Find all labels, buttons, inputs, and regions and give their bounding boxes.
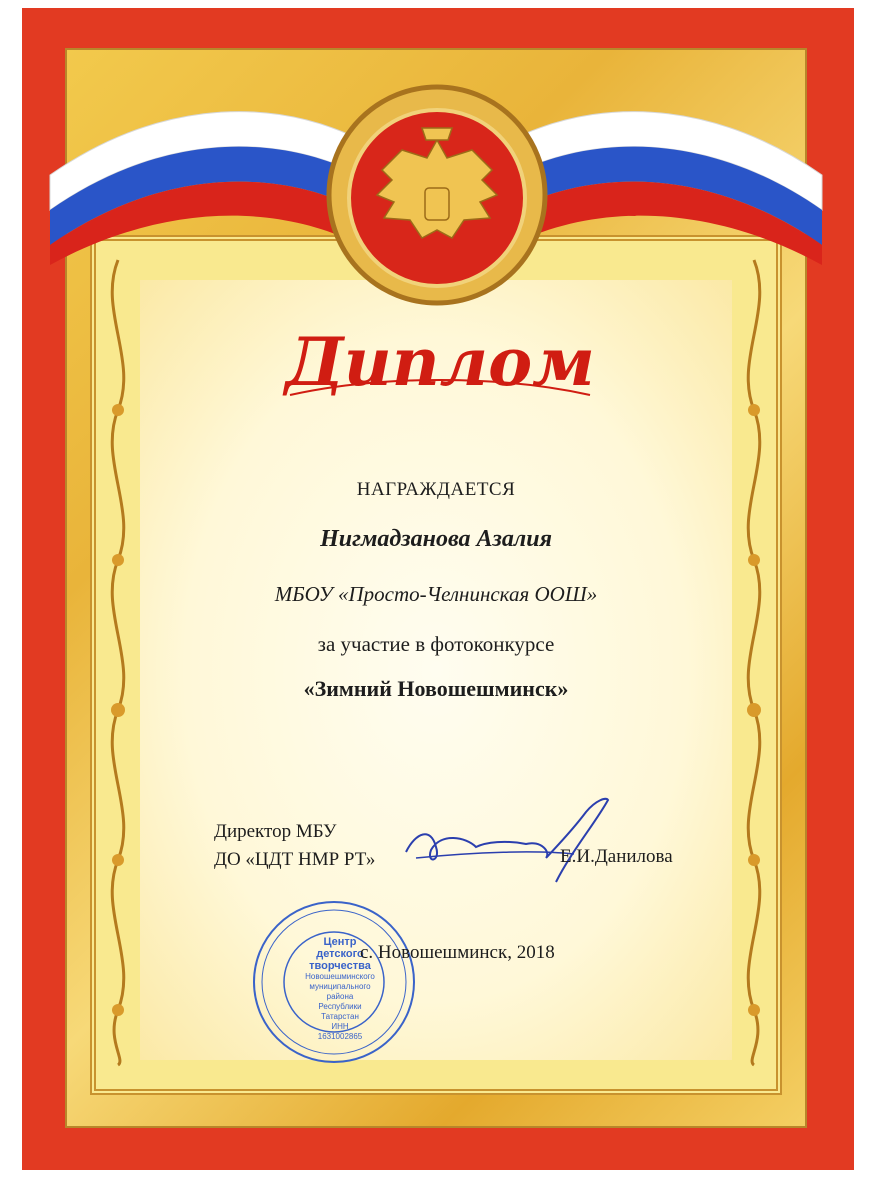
contest-name: «Зимний Новошешминск»: [303, 676, 569, 701]
diploma-title: Диплом: [285, 323, 595, 401]
scan-margin: [0, 1170, 872, 1200]
stamp-line1: Центр: [323, 936, 357, 948]
handwritten-signature: [396, 792, 616, 892]
stamp-line4: Новошешминского: [305, 972, 375, 981]
director-title-line2: ДО «ЦДТ НМР РТ»: [214, 849, 376, 870]
director-name: Е.И.Данилова: [560, 846, 673, 867]
coat-of-arms-icon: [322, 80, 552, 310]
stamp-line7: ИНН: [331, 1022, 349, 1031]
awarded-label: НАГРАЖДАЕТСЯ: [356, 479, 516, 500]
stamp-line5: муниципального района: [309, 982, 371, 1001]
director-title-line1: Директор МБУ: [214, 821, 337, 842]
right-ornament-icon: [732, 250, 776, 1070]
stamp-line2: детского: [316, 948, 364, 960]
stamp-line3: творчества: [309, 960, 371, 972]
award-reason: за участие в фотоконкурсе: [317, 632, 555, 656]
diploma-title-icon: [260, 305, 620, 415]
school-name: МБОУ «Просто-Челнинская ООШ»: [274, 582, 598, 606]
stamp-line6: Республики Татарстан: [318, 1002, 362, 1021]
director-title: [214, 818, 375, 874]
place-and-year: с. Новошешминск, 2018: [360, 942, 555, 963]
stamp-line8: 1631002865: [317, 1032, 363, 1041]
left-ornament-icon: [96, 250, 140, 1070]
recipient-name: Нигмадзанова Азалия: [320, 526, 552, 552]
